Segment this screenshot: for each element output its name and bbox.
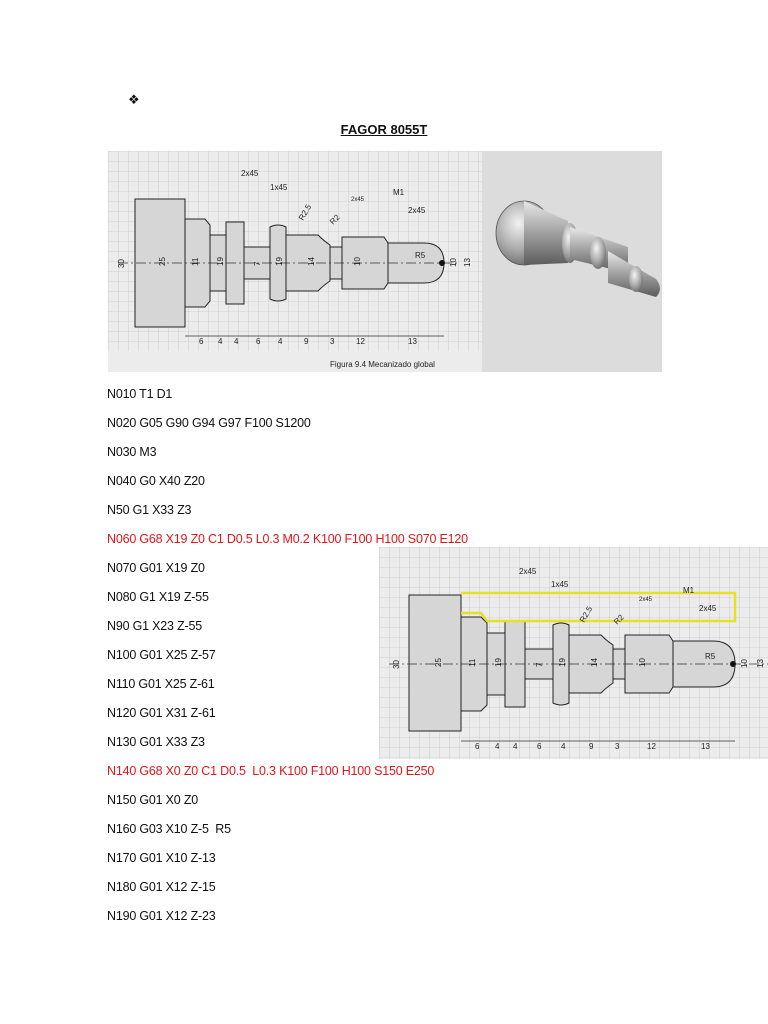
dim-length: 4 xyxy=(561,742,566,751)
dim-length: 13 xyxy=(408,337,417,346)
program-line: N030 M3 xyxy=(107,445,157,459)
dim-diameter: 10 xyxy=(353,257,362,266)
dim-diameter: 25 xyxy=(158,257,167,266)
dim-diameter: 11 xyxy=(191,257,200,266)
dim-diameter: 30 xyxy=(117,259,126,268)
dim-chamfer: 1x45 xyxy=(551,580,569,589)
dim-length: 4 xyxy=(278,337,283,346)
technical-drawing-figure xyxy=(108,151,662,372)
dim-length: 6 xyxy=(537,742,542,751)
dim-chamfer: 2x45 xyxy=(351,197,365,203)
dim-radius: R5 xyxy=(415,251,426,260)
program-line: N150 G01 X0 Z0 xyxy=(107,793,199,807)
program-line: N070 G01 X19 Z0 xyxy=(107,561,205,575)
dim-diameter: 10 xyxy=(638,658,647,667)
dim-diameter: 30 xyxy=(392,660,401,669)
program-line: N040 G0 X40 Z20 xyxy=(107,474,205,488)
dim-chamfer: 1x45 xyxy=(270,183,288,192)
dim-diameter: 19 xyxy=(216,257,225,266)
program-line: N180 G01 X12 Z-15 xyxy=(107,880,216,894)
dim-length: 12 xyxy=(356,337,365,346)
program-line: N080 G1 X19 Z-55 xyxy=(107,590,209,604)
program-line: N50 G1 X33 Z3 xyxy=(107,503,192,517)
document-title: FAGOR 8055T xyxy=(340,122,428,137)
dim-radius: R2 xyxy=(328,212,342,227)
program-line-highlighted: N060 G68 X19 Z0 C1 D0.5 L0.3 M0.2 K100 F100 H100 S070 E120 xyxy=(107,532,468,546)
dim-diameter: 13 xyxy=(463,258,472,267)
dim-length: 4 xyxy=(513,742,518,751)
dim-thread: M1 xyxy=(683,586,695,595)
dim-length: 4 xyxy=(495,742,500,751)
dim-diameter: 11 xyxy=(468,658,477,667)
dim-diameter: 14 xyxy=(307,257,316,266)
dim-diameter: 19 xyxy=(558,658,567,667)
dim-diameter: 19 xyxy=(494,658,503,667)
dim-length: 9 xyxy=(589,742,594,751)
dim-length: 4 xyxy=(234,337,239,346)
program-line: N90 G1 X23 Z-55 xyxy=(107,619,202,633)
dim-chamfer: 2x45 xyxy=(639,597,653,603)
dim-thread: M1 xyxy=(393,188,405,197)
dim-length: 3 xyxy=(330,337,335,346)
program-line: N130 G01 X33 Z3 xyxy=(107,735,205,749)
dim-chamfer: 2x45 xyxy=(519,567,537,576)
dim-diameter: 13 xyxy=(756,659,765,668)
dim-length: 9 xyxy=(304,337,309,346)
dim-chamfer: 2x45 xyxy=(699,604,717,613)
figure-caption: Figura 9.4 Mecanizado global xyxy=(330,360,435,369)
dim-diameter: 25 xyxy=(434,658,443,667)
dim-length: 4 xyxy=(218,337,223,346)
highlighted-drawing-figure xyxy=(379,547,768,759)
dim-diameter: 10 xyxy=(740,659,749,668)
program-line: N160 G03 X10 Z-5 R5 xyxy=(107,822,231,836)
program-line: N170 G01 X10 Z-13 xyxy=(107,851,216,865)
dim-length: 6 xyxy=(256,337,261,346)
dim-diameter: 19 xyxy=(275,257,284,266)
dim-length: 13 xyxy=(701,742,710,751)
program-line-highlighted: N140 G68 X0 Z0 C1 D0.5 L0.3 K100 F100 H100 S150 E250 xyxy=(107,764,435,778)
dim-length: 12 xyxy=(647,742,656,751)
dim-diameter: 10 xyxy=(449,258,458,267)
dim-radius: R2.5 xyxy=(577,604,595,624)
program-line: N010 T1 D1 xyxy=(107,387,173,401)
program-line: N120 G01 X31 Z-61 xyxy=(107,706,216,720)
dim-radius: R2.5 xyxy=(296,202,314,222)
dim-diameter: 7 xyxy=(535,662,544,667)
program-line: N190 G01 X12 Z-23 xyxy=(107,909,216,923)
program-line: N110 G01 X25 Z-61 xyxy=(107,677,215,691)
dim-length: 6 xyxy=(199,337,204,346)
dim-radius: R5 xyxy=(705,652,716,661)
dim-diameter: 14 xyxy=(590,658,599,667)
dim-diameter: 7 xyxy=(253,261,262,266)
program-line: N100 G01 X25 Z-57 xyxy=(107,648,216,662)
bullet-icon: ❖ xyxy=(128,92,140,107)
dim-length: 3 xyxy=(615,742,620,751)
dim-chamfer: 2x45 xyxy=(408,206,426,215)
dim-length: 6 xyxy=(475,742,480,751)
program-line: N020 G05 G90 G94 G97 F100 S1200 xyxy=(107,416,311,430)
dim-radius: R2 xyxy=(612,612,626,627)
dim-chamfer: 2x45 xyxy=(241,169,259,178)
